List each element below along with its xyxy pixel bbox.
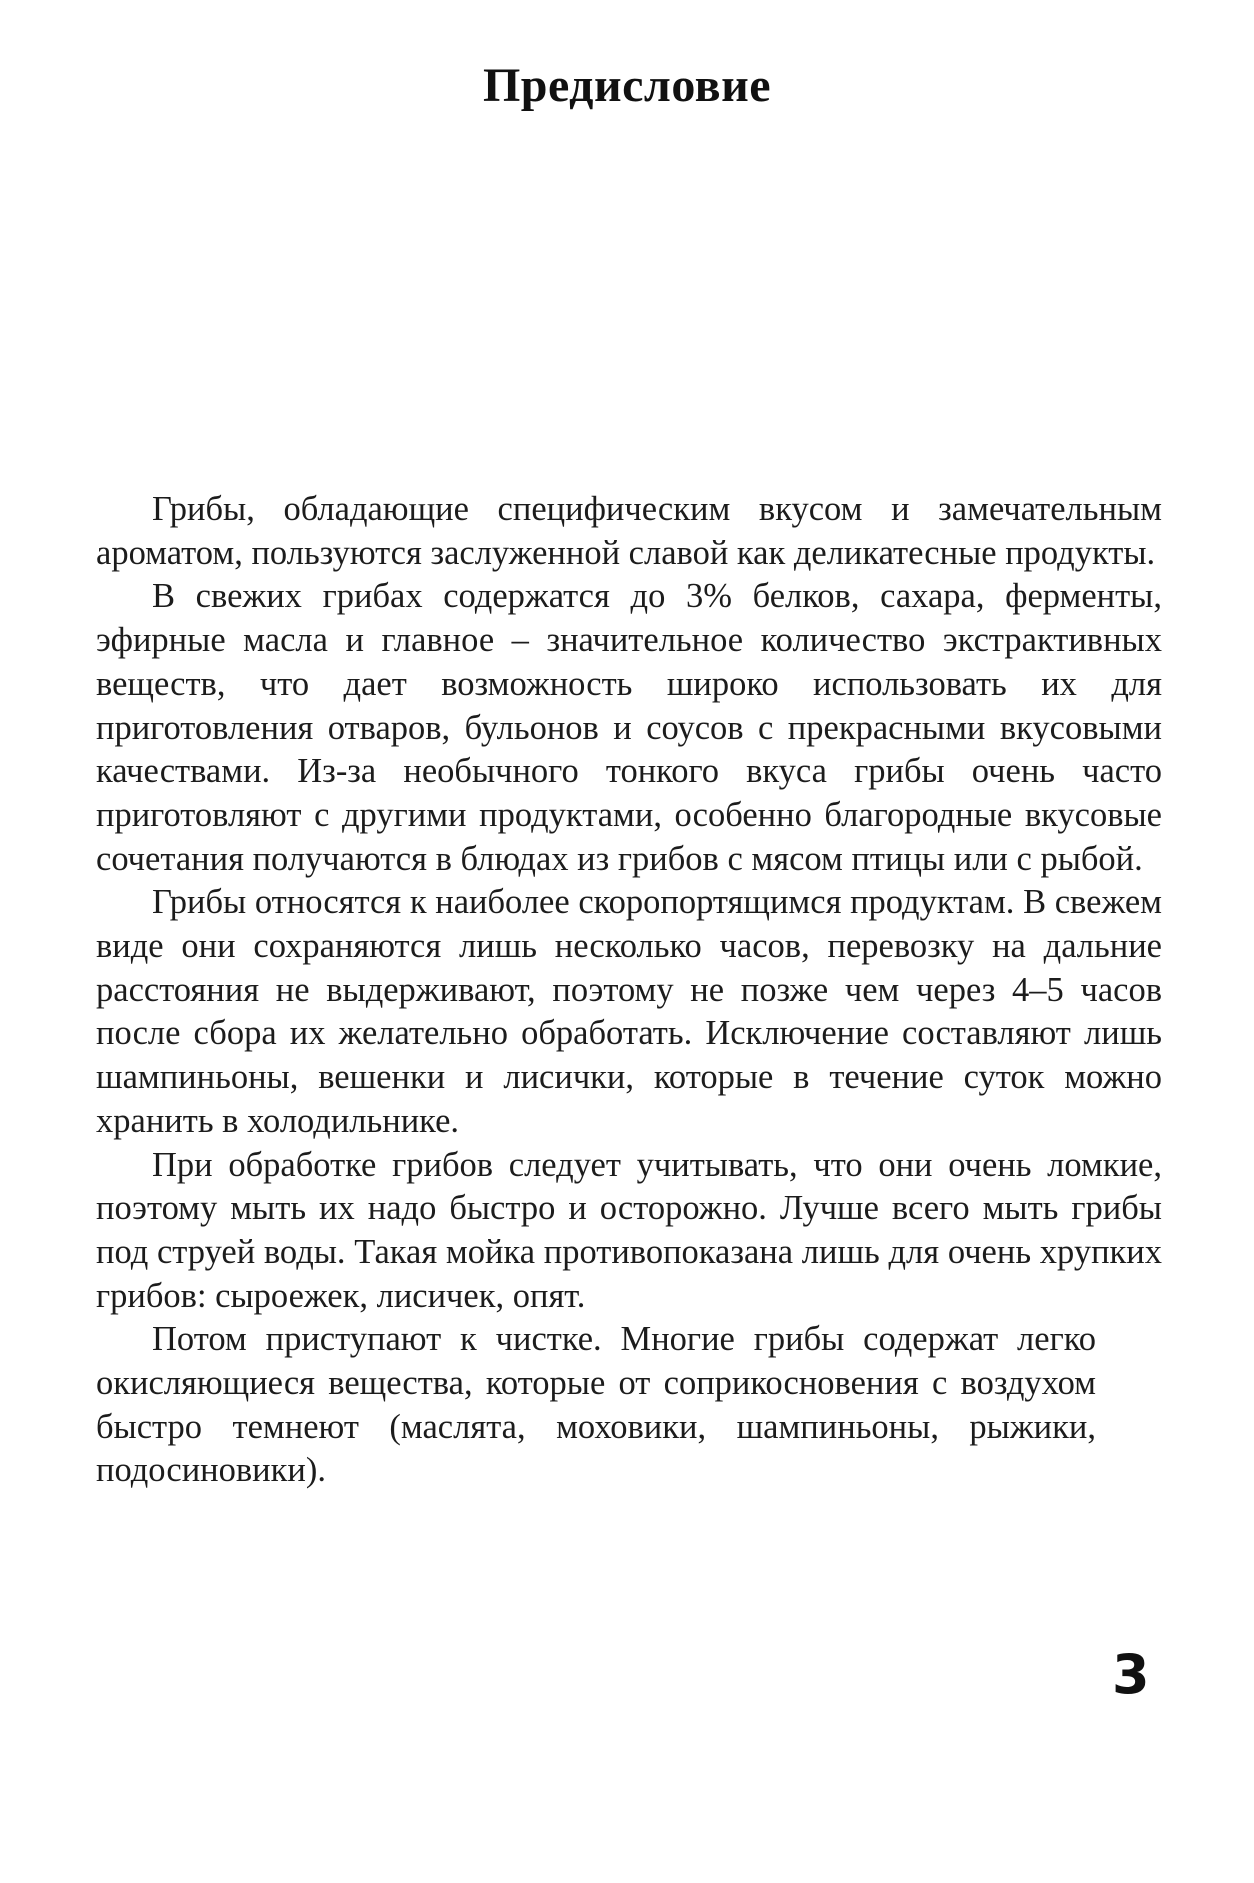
body-text (96, 488, 1162, 1493)
paragraph-3: Грибы относятся к наиболее скоропортящимся продуктам. В свежем виде они сохраняются лишь несколько часов, перевозку на дальние расстояния не выдерживают, поэтому не позже чем через 4–5 часов после сбора их желательно обработать. Исключение составляют лишь шампиньоны, вешенки и лисички, которые в течение суток можно хранить в холодильнике. (96, 883, 1162, 1140)
paragraph-4: При обработке грибов следует учитывать, что они очень ломкие, поэтому мыть их надо быстро и осторожно. Лучше всего мыть грибы под струей воды. Такая мойка противопоказана лишь для очень хрупких грибов: сыроежек, лисичек, опят. (96, 1145, 1162, 1315)
paragraph-1: Грибы, обладающие специфическим вкусом и замечательным ароматом, пользуются заслуженной славой как деликатесные продукты. (96, 490, 1162, 572)
paragraph-5: Потом приступают к чистке. Многие грибы содержат легко окисляющиеся вещества, которые от соприкосновения с воздухом быстро темнеют (маслята, моховики, шампиньоны, рыжики, подосиновики). (96, 1320, 1096, 1490)
page-number: 3 (1112, 1643, 1150, 1706)
paragraph-2: В свежих грибах содержатся до 3% белков, сахара, ферменты, эфирные масла и главное – значительное количество экстрактивных веществ, что дает возможность широко использовать их для приготовления отваров, бульонов и соусов с прекрасными вкусовыми качествами. Из-за необычного тонкого вкуса грибы очень часто приготовляют с другими продуктами, особенно благородные вкусовые сочетания получаются в блюдах из грибов с мясом птицы или с рыбой. (96, 577, 1162, 878)
page-title: Предисловие (482, 59, 772, 112)
